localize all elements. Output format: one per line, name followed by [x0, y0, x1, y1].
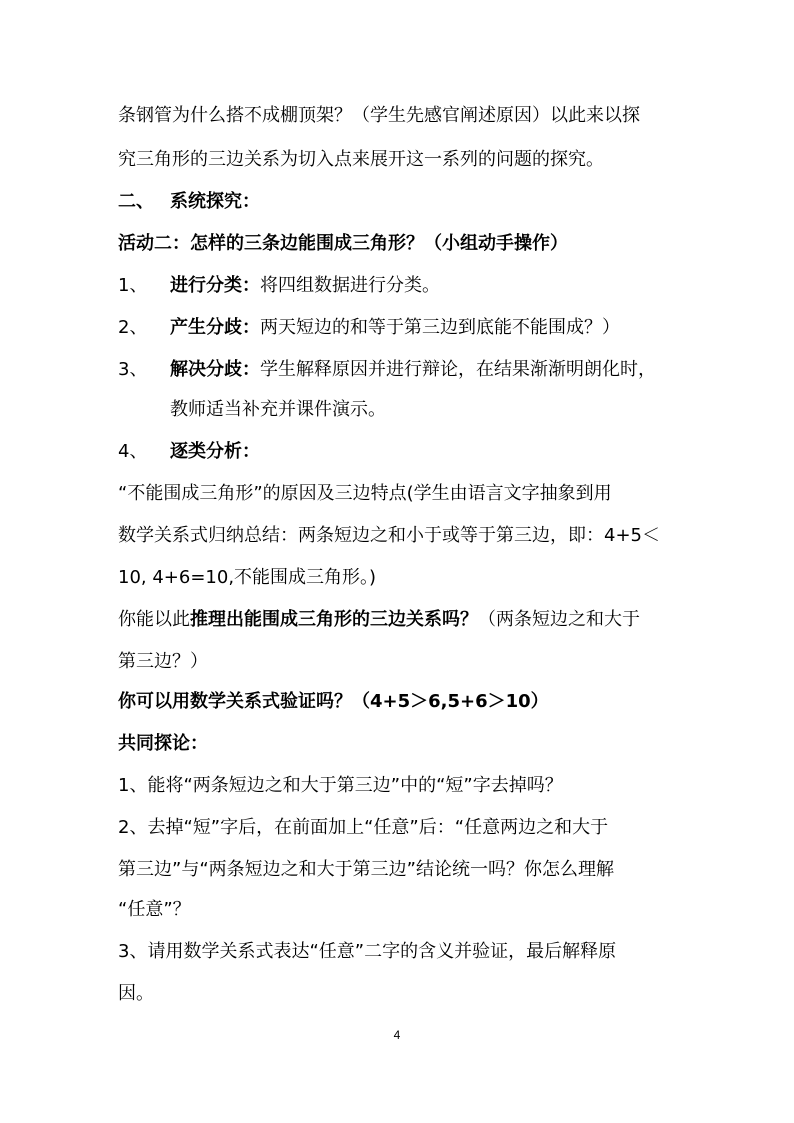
section-heading: [118, 190, 684, 214]
step-label: 逐类分析：: [170, 441, 260, 462]
discussion-heading: 共同探论：: [118, 733, 208, 754]
inference-emphasis: 推理出能围成三角形的三边关系吗？: [190, 609, 478, 630]
verify-question: 你可以用数学关系式验证吗？（4+5＞6,5+6＞10）: [118, 691, 549, 712]
step-text: 两天短边的和等于第三边到底能不能围成？）: [260, 317, 620, 338]
step-label: 产生分歧：: [170, 317, 260, 338]
step-text-continued: 教师适当补充并课件演示。: [170, 399, 386, 420]
page-number: 4: [393, 1028, 401, 1042]
discussion-item: 1、能将“两条短边之和大于第三边”中的“短”字去掉吗？: [118, 775, 563, 796]
inference-question: [118, 608, 684, 632]
step-item: [118, 358, 684, 382]
step-number: 4、: [118, 441, 148, 462]
section-title: 系统探究：: [170, 191, 260, 212]
discussion-item: 3、请用数学关系式表达“任意”二字的含义并验证，最后解释原: [118, 941, 617, 962]
paragraph-line: “不能围成三角形”的原因及三边特点(学生由语言文字抽象到用: [118, 483, 612, 504]
step-text: 学生解释原因并进行辩论，在结果渐渐明朗化时，: [260, 359, 656, 380]
step-item: [118, 274, 684, 298]
step-label: 解决分歧：: [170, 359, 260, 380]
inference-suffix: （两条短边之和大于: [478, 609, 640, 630]
step-item: [118, 316, 684, 340]
paragraph-line: 因。: [118, 983, 154, 1004]
paragraph-line: 第三边”与“两条短边之和大于第三边”结论统一吗？你怎么理解: [118, 859, 614, 880]
paragraph-line: 10, 4+6=10,不能围成三角形。): [118, 567, 377, 588]
paragraph-line: 数学关系式归纳总结：两条短边之和小于或等于第三边，即：4+5＜: [118, 525, 660, 546]
inference-prefix: 你能以此: [118, 609, 190, 630]
step-number: 1、: [118, 275, 148, 296]
section-number: 二、: [118, 191, 154, 212]
discussion-item: 2、去掉“短”字后，在前面加上“任意”后：“任意两边之和大于: [118, 817, 609, 838]
paragraph-line: 第三边？）: [118, 651, 208, 672]
activity-heading: 活动二：怎样的三条边能围成三角形？（小组动手操作）: [118, 233, 568, 254]
paragraph-line: “任意”？: [118, 899, 191, 920]
step-number: 3、: [118, 359, 148, 380]
paragraph-line: 条钢管为什么搭不成棚顶架？（学生先感官阐述原因）以此来以探: [118, 105, 640, 126]
step-label: 进行分类：: [170, 275, 260, 296]
step-number: 2、: [118, 317, 148, 338]
paragraph-line: 究三角形的三边关系为切入点来展开这一系列的问题的探究。: [118, 149, 604, 170]
step-item: [118, 440, 684, 464]
step-text: 将四组数据进行分类。: [260, 275, 440, 296]
